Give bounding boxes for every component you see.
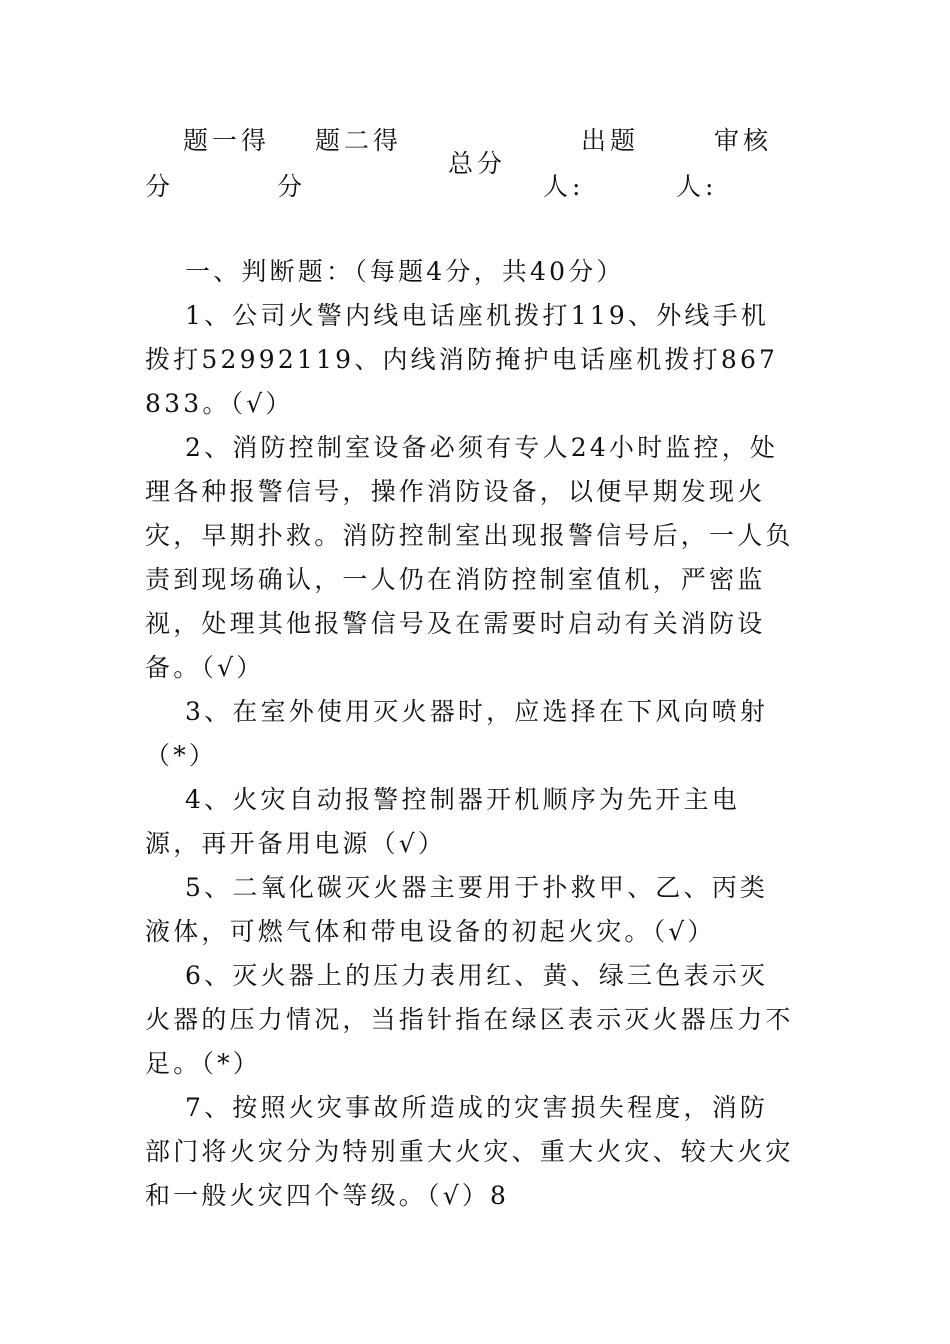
section-heading: 一、判断题：（每题4分，共40分） <box>185 257 625 286</box>
question-6: 6、灭火器上的压力表用红、黄、绿三色表示灭火器的压力情况，当指针指在绿区表示灭火器压力不足。（*） <box>145 961 794 1078</box>
setter-label-bottom: 人: <box>543 172 585 201</box>
q2-score-label-bottom: 分 <box>277 172 307 201</box>
reviewer-label-bottom: 人: <box>676 172 718 201</box>
question-3: 3、在室外使用灭火器时，应选择在下风向喷射（*） <box>145 697 769 770</box>
reviewer-label-top: 审核 <box>714 126 773 155</box>
true-false-section <box>145 250 795 1218</box>
q1-score-label-top: 题一得 <box>183 126 271 155</box>
q2-score-label-top: 题二得 <box>315 126 403 155</box>
question-1: 1、公司火警内线电话座机拨打119、外线手机拨打52992119、内线消防掩护电话座机拨打867833。（√） <box>145 301 779 418</box>
setter-label-top: 出题 <box>581 126 640 155</box>
question-7: 7、按照火灾事故所造成的灾害损失程度，消防部门将火灾分为特别重大火灾、重大火灾、较大火灾和一般火灾四个等级。（√）8 <box>145 1093 794 1210</box>
q1-score-label-bottom: 分 <box>145 172 175 201</box>
question-5: 5、二氧化碳灭火器主要用于扑救甲、乙、丙类液体，可燃气体和带电设备的初起火灾。（√） <box>145 873 769 946</box>
question-2: 2、消防控制室设备必须有专人24小时监控，处理各种报警信号，操作消防设备，以便早期发现火灾，早期扑救。消防控制室出现报警信号后，一人负责到现场确认，一人仍在消防控制室值机，严密监视，处理其他报警信号及在需要时启动有关消防设备。（√） <box>145 433 794 682</box>
total-score-label: 总分 <box>448 149 507 178</box>
question-4: 4、火灾自动报警控制器开机顺序为先开主电源，再开备用电源（√） <box>145 785 740 858</box>
